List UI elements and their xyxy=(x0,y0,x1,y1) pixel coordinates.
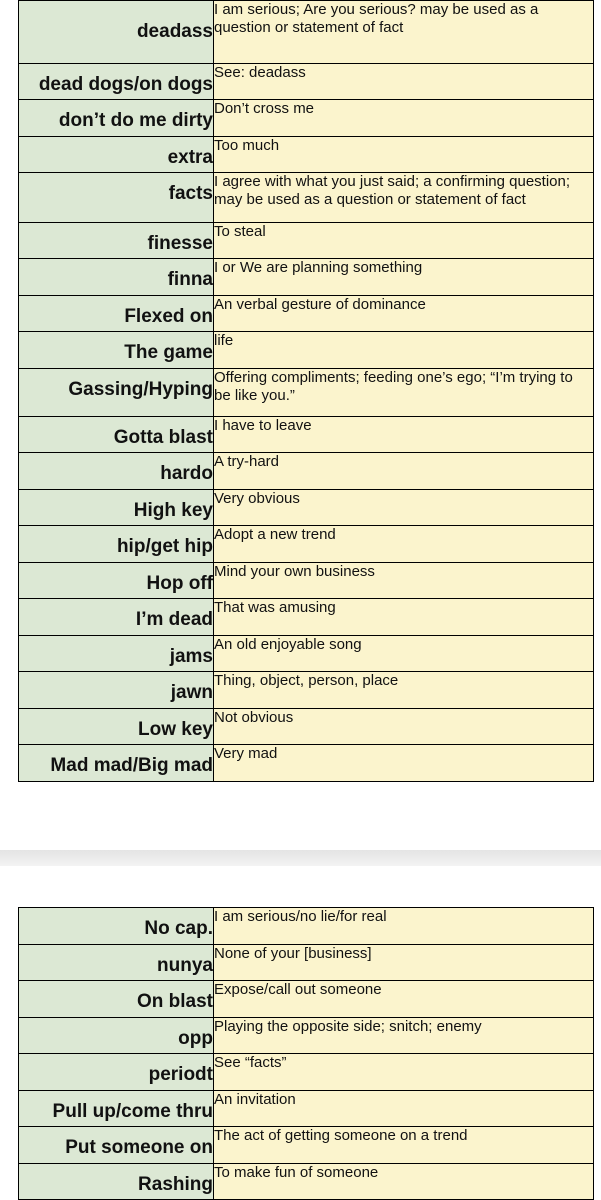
term-cell: On blast xyxy=(19,981,214,1018)
term-cell: No cap. xyxy=(19,908,214,945)
definition-cell: Offering compliments; feeding one’s ego; “I’m trying to be like you.” xyxy=(214,369,594,417)
term-cell: periodt xyxy=(19,1054,214,1091)
term-cell: deadass xyxy=(19,1,214,64)
table-row xyxy=(19,1,594,64)
term-cell: nunya xyxy=(19,945,214,981)
definition-cell: Adopt a new trend xyxy=(214,526,594,563)
table-row xyxy=(19,64,594,100)
term-cell: hardo xyxy=(19,453,214,490)
glossary-page-2 xyxy=(0,866,601,1200)
term-cell: don’t do me dirty xyxy=(19,100,214,137)
table-row xyxy=(19,1054,594,1091)
term-cell: The game xyxy=(19,332,214,369)
table-row xyxy=(19,709,594,745)
definition-cell: I have to leave xyxy=(214,417,594,453)
term-cell: finesse xyxy=(19,223,214,259)
table-row xyxy=(19,636,594,672)
definition-cell: Don’t cross me xyxy=(214,100,594,137)
term-cell: Gassing/Hyping xyxy=(19,369,214,417)
table-row xyxy=(19,599,594,636)
term-cell: Gotta blast xyxy=(19,417,214,453)
definition-cell: I am serious/no lie/for real xyxy=(214,908,594,945)
table-row xyxy=(19,1127,594,1164)
table-row xyxy=(19,526,594,563)
table-row xyxy=(19,296,594,332)
table-row xyxy=(19,137,594,173)
table-row xyxy=(19,945,594,981)
definition-cell: I am serious; Are you serious? may be used as a question or statement of fact xyxy=(214,1,594,64)
definition-cell: I agree with what you just said; a confirming question; may be used as a question or statement of fact xyxy=(214,173,594,223)
definition-cell: Mind your own business xyxy=(214,563,594,599)
term-cell: Mad mad/Big mad xyxy=(19,745,214,782)
slang-glossary-table-1 xyxy=(18,0,594,782)
term-cell: extra xyxy=(19,137,214,173)
definition-cell: Too much xyxy=(214,137,594,173)
table-row xyxy=(19,1091,594,1127)
definition-cell: See: deadass xyxy=(214,64,594,100)
definition-cell: Thing, object, person, place xyxy=(214,672,594,709)
definition-cell: See “facts” xyxy=(214,1054,594,1091)
definition-cell: Playing the opposite side; snitch; enemy xyxy=(214,1018,594,1054)
term-cell: I’m dead xyxy=(19,599,214,636)
table-row xyxy=(19,490,594,526)
term-cell: Pull up/come thru xyxy=(19,1091,214,1127)
term-cell: jams xyxy=(19,636,214,672)
term-cell: dead dogs/on dogs xyxy=(19,64,214,100)
table-row xyxy=(19,745,594,782)
definition-cell: I or We are planning something xyxy=(214,259,594,296)
term-cell: hip/get hip xyxy=(19,526,214,563)
definition-cell: Very mad xyxy=(214,745,594,782)
table-row xyxy=(19,672,594,709)
term-cell: facts xyxy=(19,173,214,223)
table-row xyxy=(19,223,594,259)
definition-cell: To make fun of someone xyxy=(214,1164,594,1200)
table-row xyxy=(19,1164,594,1200)
definition-cell: The act of getting someone on a trend xyxy=(214,1127,594,1164)
table-row xyxy=(19,453,594,490)
table-row xyxy=(19,259,594,296)
term-cell: Flexed on xyxy=(19,296,214,332)
table-row xyxy=(19,417,594,453)
table-row xyxy=(19,332,594,369)
table-row xyxy=(19,908,594,945)
slang-glossary-table-2 xyxy=(18,907,594,1200)
definition-cell: None of your [business] xyxy=(214,945,594,981)
definition-cell: An verbal gesture of dominance xyxy=(214,296,594,332)
term-cell: opp xyxy=(19,1018,214,1054)
definition-cell: That was amusing xyxy=(214,599,594,636)
page-separator xyxy=(0,850,601,866)
table-row xyxy=(19,1018,594,1054)
table-row xyxy=(19,563,594,599)
term-cell: Hop off xyxy=(19,563,214,599)
definition-cell: Not obvious xyxy=(214,709,594,745)
table-row xyxy=(19,100,594,137)
term-cell: Put someone on xyxy=(19,1127,214,1164)
definition-cell: life xyxy=(214,332,594,369)
table-row xyxy=(19,369,594,417)
table-row xyxy=(19,981,594,1018)
term-cell: finna xyxy=(19,259,214,296)
table-row xyxy=(19,173,594,223)
term-cell: High key xyxy=(19,490,214,526)
definition-cell: A try-hard xyxy=(214,453,594,490)
term-cell: Rashing xyxy=(19,1164,214,1200)
definition-cell: Expose/call out someone xyxy=(214,981,594,1018)
definition-cell: Very obvious xyxy=(214,490,594,526)
definition-cell: To steal xyxy=(214,223,594,259)
definition-cell: An old enjoyable song xyxy=(214,636,594,672)
term-cell: Low key xyxy=(19,709,214,745)
term-cell: jawn xyxy=(19,672,214,709)
definition-cell: An invitation xyxy=(214,1091,594,1127)
